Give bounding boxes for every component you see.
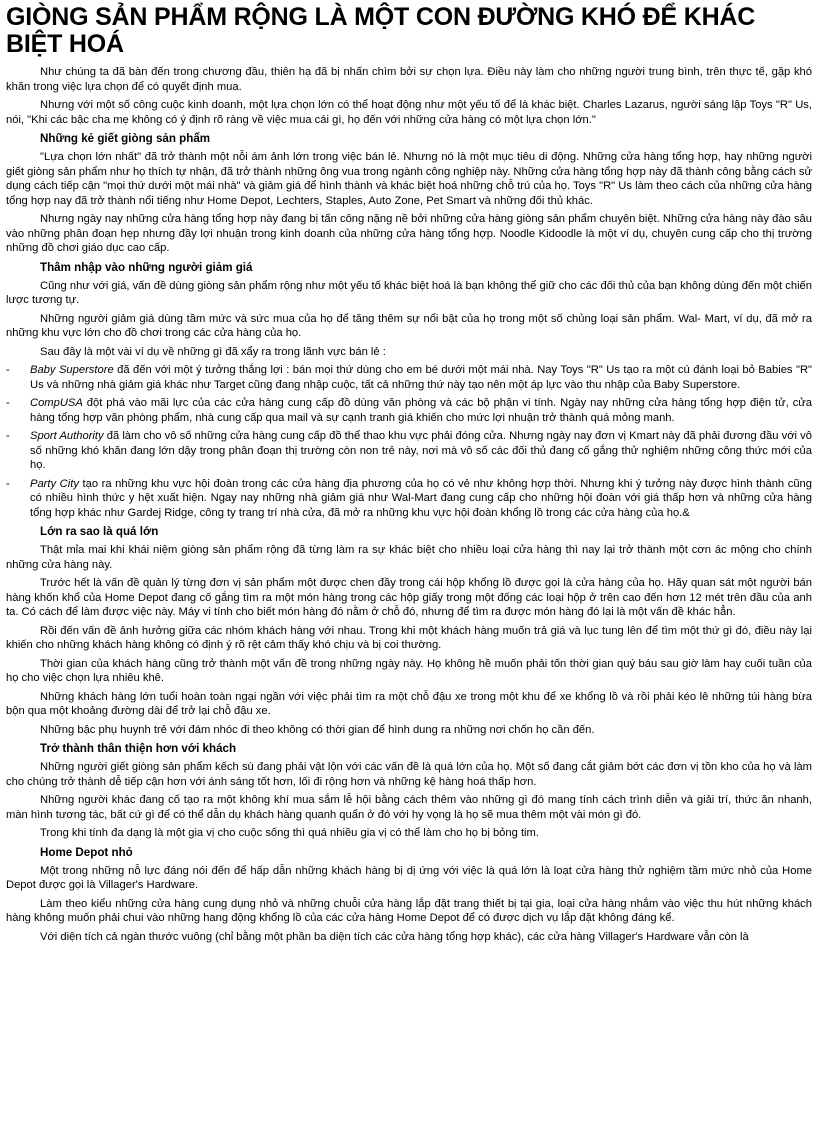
list-item [6,363,812,392]
section-heading-customer-friendly: Trở thành thân thiện hơn với khách [40,742,237,755]
list-item [6,396,812,425]
company-name: Sport Authority [30,430,104,442]
list-item [6,477,812,521]
paragraph: Làm theo kiểu những cửa hàng cung dụng nhỏ và những chuỗi cửa hàng lắp đặt trang thiết bị tại gia, loại cửa hàng nhắm vào việc thu hút những khách hàng không muốn phải chui vào những hang động khổng lồ của các cửa hàng Home Depot để có được dịch vụ lắp đặt không đáng kể. [6,897,812,924]
paragraph: Trong khi tính đa dạng là một gia vị cho cuộc sống thì quá nhiều gia vị có thể làm cho họ bị bỏng tim. [40,827,539,839]
paragraph: Sau đây là một vài ví dụ về những gì đã xẩy ra trong lãnh vực bán lẻ : [40,345,386,358]
company-name: Baby Superstore [30,364,114,376]
section-heading-small-home-depot: Home Depot nhỏ [40,845,133,859]
list-item-text: tạo ra những khu vực hội đoàn trong các cửa hàng địa phương của họ có vẻ như không hợp thời. Nhưng khi ý tưởng này được hình thành cũng có nhiều hình thức y hệt xuất hiện. Ngay nay những nhà giảm giá như Wal-Mart đang cung cấp cho những hội đoàn với giá thấp hơn và những cửa hàng tổng hợp khác như Gardej Ridge, công ty trang trí nhà cửa, đã mở ra những khu vực hội đoàn khổng lồ trong các cửa hàng của họ.& [30,477,812,519]
section-heading-discounters: Thâm nhập vào những người giảm giá [40,260,253,274]
paragraph: Những người khác đang cố tạo ra một không khí mua sắm lễ hội bằng cách thêm vào những gì đó mang tính cách trình diễn và giải trí, thức ăn nhanh, màn hình tương tác, bất cứ gì để có thể dẫn dụ khách hàng quanh quẩn ở đó với hy vọng là họ sẽ mua thêm một vài món gì đó. [6,794,812,821]
bullet-dash: - [6,477,10,490]
document-body [6,65,812,948]
section-heading-how-big: Lớn ra sao là quá lớn [40,525,159,538]
company-name: CompUSA [30,397,83,409]
paragraph: Với diện tích cả ngàn thước vuông (chỉ bằng một phần ba diện tích các cửa hàng tổng hợp khác), các cửa hàng Villager's Hardware vẫn còn là [40,930,749,943]
bullet-dash: - [6,364,10,376]
paragraph: Một trong những nỗ lực đáng nói đến để hấp dẫn những khách hàng bị dị ứng với việc là quá lớn là loạt cửa hàng thử nghiệm tầm mức nhỏ của Home Depot được gọi là Villager's Hardware. [6,864,812,891]
list-item-text: đã làm cho vô số những cửa hàng cung cấp đồ thể thao khu vực phải đóng cửa. Nhưng ngày nay đơn vị Kmart này đã phải đương đầu với vô số những khó khăn đang lớn dậy trong phân đoạn thị trường còn non trẻ này, nơi mà vô số các đối thủ đang cố gắng thử nghiệm những công thức mới của họ. [30,430,812,471]
company-name: Party City [30,477,79,490]
paragraph: Như chúng ta đã bàn đến trong chương đầu, thiên hạ đã bị nhấn chìm bởi sự chọn lựa. Điều này làm cho những người trung bình, trên thực tế, gặp khó khăn trong việc lựa chọn để có quyết định mua. [6,66,812,93]
bullet-dash: - [6,430,10,442]
paragraph: Những khách hàng lớn tuổi hoàn toàn ngại ngần với việc phải tìm ra một chỗ đậu xe trong một khu để xe khổng lồ và rồi phải kéo lê những túi hàng bừa bộn qua một khoảng đường dài để trở lại chỗ đậu xe. [6,690,812,717]
list-item-text: đột phá vào mãi lực của các cửa hàng cung cấp đồ dùng văn phòng và các bộ phận vi tính. Ngày nay những cửa hàng tổng hợp điện tử, cửa hàng tổng hợp văn phòng phẩm, nhà cung cấp qua mail và sự cạnh tranh giá khiến cho mức lợi nhuận trở thành quá mỏng manh. [30,397,812,424]
paragraph: Cũng như với giá, vấn đề dùng giòng sản phẩm rộng như một yếu tố khác biệt hoá là bạn không thể giữ cho các đối thủ của bạn không dùng đến một chiến lược tương tự. [6,279,812,306]
paragraph: Trước hết là vấn đề quản lý từng đơn vị sản phẩm một được chen đầy trong cái hộp khổng lồ được gọi là cửa hàng của họ. Hãy quan sát một người bán hàng khốn khổ của Home Depot đang cố gắng tìm ra một món hàng trong các hộp giấy trong một đống các loại hộp ở trên cao đến hơn 12 mét trên đầu của anh ta. Có cách để làm được việc này. Máy vi tính cho biết món hàng đó nằm ở chỗ đó, nhưng để tìm ra được món hàng đó lại là một vấn đề khác hẳn. [6,577,812,618]
paragraph: Rồi đến vấn đề ảnh hưởng giữa các nhóm khách hàng với nhau. Trong khi một khách hàng muốn trả giá và lục tung lên để tìm một thứ gì đó, điều này lại khiến cho những khách hàng không có định ý rõ rệt cảm thấy khó chịu và bị coi thường. [6,624,812,651]
paragraph: Nhưng với một số công cuộc kinh doanh, một lựa chọn lớn có thể hoạt động như một yếu tố để là khác biệt. Charles Lazarus, người sáng lập Toys "R" Us, nói, "Khi các bậc cha mẹ không có ý định rõ ràng về việc mua cái gì, họ đến với những cửa hàng có một lựa chọn lớn." [6,99,812,126]
paragraph: Thời gian của khách hàng cũng trở thành một vấn đề trong những ngày này. Họ không hề muốn phải tốn thời gian quý báu sau giờ làm hay cuối tuần của họ cho việc chọn lựa nhiêu khê. [6,657,812,684]
bullet-dash: - [6,397,10,409]
paragraph: Những người giảm giá dùng tầm mức và sức mua của họ để tăng thêm sự nổi bật của họ trong một số chủng loại sản phẩm. Wal- Mart, ví dụ, đã mở ra những khu vực lớn cho đồ chơi trong các cửa hàng của họ. [6,312,812,339]
paragraph: "Lựa chọn lớn nhất" đã trở thành một nỗi ám ảnh lớn trong việc bán lẻ. Nhưng nó là một mục tiêu di động. Những cửa hàng tổng hợp, hay những người giết giòng sản phẩm như họ thích tự nhận, đã trở thành những ông vua trong ngành công nghiệp này. Những cửa hàng tổng hợp này đã thành công bằng cách sử dụng cách tiếp cận "mọi thứ dưới một mái nhà" và giảm giá để hình thành và khác biệt hoá những chỗ trú của họ. Toys "R" Us làm theo cách của những cửa hàng tổng hợp nay đã trở thành nổi tiếng như Home Depot, Lechters, Staples, Auto Zone, Pet Smart và những đối thủ khác. [6,151,812,207]
section-heading-line-killers: Những kẻ giết giòng sản phẩm [40,132,211,145]
list-item-text: đã đến với một ý tưởng thắng lợi : bán mọi thứ dùng cho em bé dưới một mái nhà. Nay Toys "R" Us tạo ra một cú đánh loại bỏ Babies "R" Us và những nhà giảm giá khác như Target cũng đang nhập cuộc, tất cả những thứ này tạo nên một áp lực vào thu nhập của Baby Superstore. [30,364,812,391]
paragraph: Những người giết giòng sản phẩm kếch sù đang phải vật lộn với các vấn đề là quá lớn của họ. Một số đang cắt giảm bớt các đơn vị tồn kho của họ và làm cho chúng trở thành dễ tiếp cận hơn với ánh sáng tốt hơn, lối đi rộng hơn và những kệ hàng hoá thấp hơn. [6,761,812,788]
page-title: GIÒNG SẢN PHẨM RỘNG LÀ MỘT CON ĐƯỜNG KHÓ ĐỂ KHÁC BIỆT HOÁ [6,3,756,58]
paragraph: Thật mỉa mai khi khái niệm giòng sản phẩm rộng đã từng làm ra sự khác biệt cho nhiều loại cửa hàng thì nay lại trở thành một cơn ác mộng cho chính những cửa hàng này. [6,544,812,571]
paragraph: Những bậc phụ huynh trẻ với đám nhóc đi theo không có thời gian để hình dung ra những nơi chốn họ cần đến. [40,723,595,736]
paragraph: Nhưng ngày nay những cửa hàng tổng hợp này đang bị tấn công nặng nề bởi những cửa hàng giòng sản phẩm chuyên biệt. Những cửa hàng này đào sâu vào những phân đoạn hẹp nhưng đầy lợi nhuận trong kinh doanh của những cửa hàng tổng hợp. Noodle Kidoodle là một ví dụ, chuyên cung cấp cho thị trường những đồ chơi giáo dục cao cấp. [6,213,812,254]
list-item [6,429,812,473]
retail-examples-list [6,363,812,520]
